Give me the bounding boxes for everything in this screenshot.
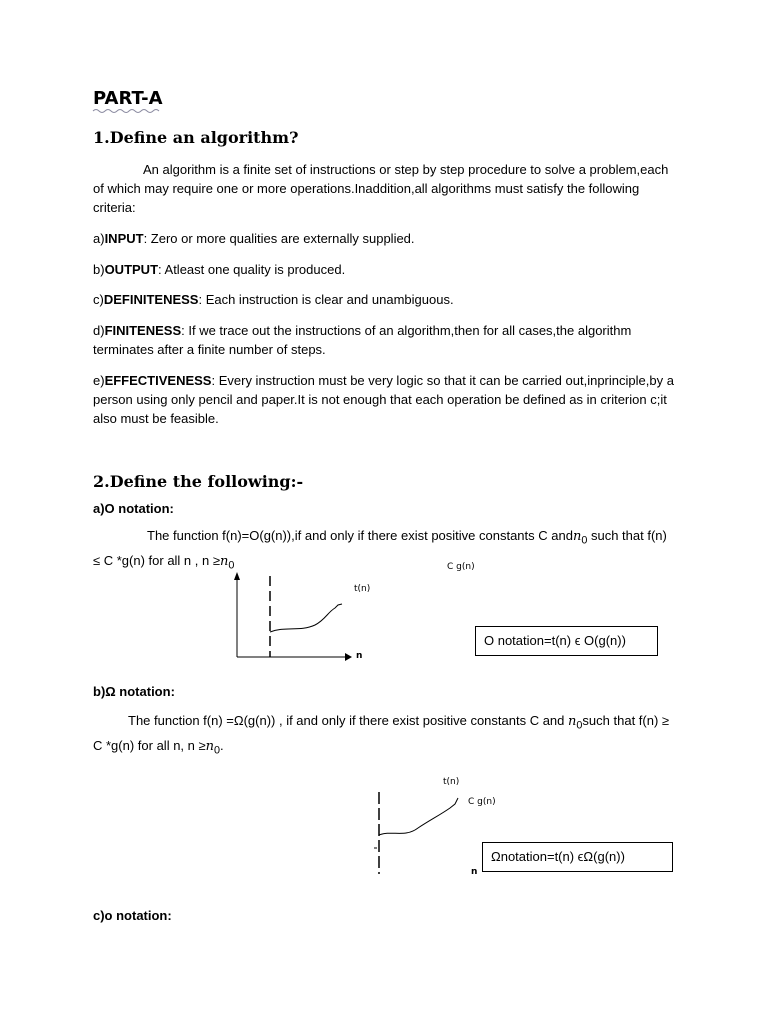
criterion-definiteness: c)DEFINITENESS: Each instruction is clear and unambiguous.: [93, 292, 454, 307]
omega-notation-heading: b)Ω notation:: [93, 684, 175, 699]
criterion-input: a)INPUT: Zero or more qualities are externally supplied.: [93, 231, 415, 246]
o-notation-definition: The function f(n)=O(g(n)),if and only if there exist positive constants C andn$_0$ such that f(n) ≤ C *g(n) for all n , $n \ge n_0$: [93, 528, 667, 572]
q1-heading: 1.Define an algorithm?: [93, 128, 299, 147]
criterion-finiteness: d)FINITENESS: If we trace out the instructions of an algorithm,then for all cases,the algorithm terminates after a finite number of steps.: [93, 323, 632, 357]
omega-notation-definition: The function f(n) =Ω(g(n)) , if and only if there exist positive constants C and $n_0such$ that f(n) ≥ C *g(n) for all n, $n \ge n_0$.: [93, 713, 670, 757]
graph2-n-label: n: [471, 867, 478, 877]
graph2-cg-label: C g(n): [468, 797, 496, 807]
q1-intro-text: An algorithm is a finite set of instructions or step by step procedure to solve a problem,each of which may require one or more operations.Inaddition,all algorithms must satisfy the following criteria:: [93, 162, 669, 215]
graph1-tn-label: t(n): [354, 584, 371, 594]
o-notation-heading: a)O notation:: [93, 501, 174, 516]
graph1-cg-label: C g(n): [447, 562, 475, 572]
criterion-output: b)OUTPUT: Atleast one quality is produced.: [93, 262, 346, 277]
part-title: PART-A: [93, 88, 163, 109]
small-o-notation-heading: c)o notation:: [93, 908, 172, 923]
graph2-tn-label: t(n): [443, 777, 460, 787]
q2-heading: 2.Define the following:-: [93, 472, 304, 491]
criterion-effectiveness: e)EFFECTIVENESS: Every instruction must be very logic so that it can be carried out,inprinciple,by a person using only pencil and paper.It is not enough that each operation be defined as in criterion c;it also must be feasible.: [93, 373, 674, 426]
graph1-n-label: n: [356, 651, 363, 661]
o-notation-box: O notation=t(n) ϵ O(g(n)): [475, 626, 658, 656]
omega-notation-box: Ωnotation=t(n) ϵΩ(g(n)): [482, 842, 673, 872]
